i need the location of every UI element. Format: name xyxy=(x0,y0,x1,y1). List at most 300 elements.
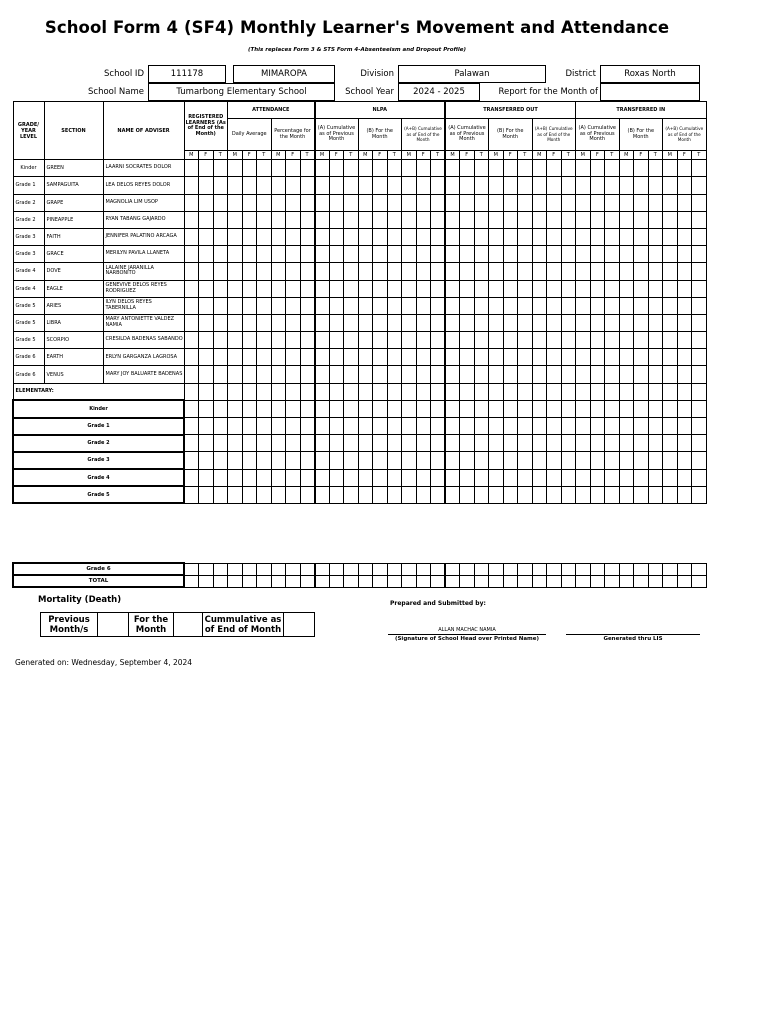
summary-cell[interactable] xyxy=(605,435,620,452)
summary-cell[interactable] xyxy=(503,418,518,435)
elementary-cell[interactable] xyxy=(228,383,243,400)
elementary-cell[interactable] xyxy=(474,383,489,400)
data-cell[interactable] xyxy=(315,228,330,245)
data-cell[interactable] xyxy=(561,228,576,245)
summary-cell[interactable] xyxy=(605,452,620,469)
data-cell[interactable] xyxy=(489,246,504,263)
data-cell[interactable] xyxy=(184,211,199,228)
summary-cell[interactable] xyxy=(532,418,547,435)
summary-cell[interactable] xyxy=(315,400,330,417)
data-cell[interactable] xyxy=(532,349,547,366)
data-cell[interactable] xyxy=(416,177,431,194)
footer-cell[interactable] xyxy=(228,563,243,575)
summary-cell[interactable] xyxy=(228,400,243,417)
footer-cell[interactable] xyxy=(576,575,591,587)
elementary-cell[interactable] xyxy=(663,383,678,400)
data-cell[interactable] xyxy=(663,349,678,366)
data-cell[interactable] xyxy=(416,332,431,349)
elementary-cell[interactable] xyxy=(590,383,605,400)
data-cell[interactable] xyxy=(605,280,620,297)
data-cell[interactable] xyxy=(648,263,663,280)
summary-cell[interactable] xyxy=(199,400,214,417)
data-cell[interactable] xyxy=(532,280,547,297)
summary-cell[interactable] xyxy=(387,400,402,417)
summary-cell[interactable] xyxy=(445,469,460,486)
data-cell[interactable] xyxy=(619,228,634,245)
data-cell[interactable] xyxy=(663,263,678,280)
data-cell[interactable] xyxy=(213,160,228,177)
summary-cell[interactable] xyxy=(242,400,257,417)
summary-cell[interactable] xyxy=(518,435,533,452)
data-cell[interactable] xyxy=(605,211,620,228)
data-cell[interactable] xyxy=(228,314,243,331)
summary-cell[interactable] xyxy=(561,486,576,503)
school-id-field[interactable]: 111178 xyxy=(148,65,226,83)
data-cell[interactable] xyxy=(199,246,214,263)
summary-cell[interactable] xyxy=(300,469,315,486)
data-cell[interactable] xyxy=(402,194,417,211)
data-cell[interactable] xyxy=(445,211,460,228)
summary-cell[interactable] xyxy=(547,469,562,486)
elementary-cell[interactable] xyxy=(199,383,214,400)
data-cell[interactable] xyxy=(373,177,388,194)
data-cell[interactable] xyxy=(228,160,243,177)
data-cell[interactable] xyxy=(576,263,591,280)
summary-cell[interactable] xyxy=(619,435,634,452)
summary-cell[interactable] xyxy=(605,418,620,435)
data-cell[interactable] xyxy=(199,349,214,366)
data-cell[interactable] xyxy=(677,211,692,228)
data-cell[interactable] xyxy=(344,263,359,280)
data-cell[interactable] xyxy=(329,177,344,194)
data-cell[interactable] xyxy=(474,349,489,366)
elementary-cell[interactable] xyxy=(605,383,620,400)
data-cell[interactable] xyxy=(576,160,591,177)
summary-cell[interactable] xyxy=(532,486,547,503)
data-cell[interactable] xyxy=(634,366,649,383)
data-cell[interactable] xyxy=(576,228,591,245)
data-cell[interactable] xyxy=(460,177,475,194)
summary-cell[interactable] xyxy=(474,452,489,469)
data-cell[interactable] xyxy=(416,211,431,228)
data-cell[interactable] xyxy=(387,280,402,297)
elementary-cell[interactable] xyxy=(561,383,576,400)
data-cell[interactable] xyxy=(648,211,663,228)
elementary-cell[interactable] xyxy=(518,383,533,400)
summary-cell[interactable] xyxy=(489,400,504,417)
data-cell[interactable] xyxy=(561,177,576,194)
data-cell[interactable] xyxy=(213,211,228,228)
summary-cell[interactable] xyxy=(416,486,431,503)
summary-cell[interactable] xyxy=(373,486,388,503)
district-field[interactable]: Roxas North xyxy=(600,65,700,83)
data-cell[interactable] xyxy=(474,177,489,194)
data-cell[interactable] xyxy=(576,297,591,314)
data-cell[interactable] xyxy=(286,263,301,280)
summary-cell[interactable] xyxy=(416,452,431,469)
data-cell[interactable] xyxy=(242,280,257,297)
data-cell[interactable] xyxy=(677,263,692,280)
data-cell[interactable] xyxy=(199,314,214,331)
summary-cell[interactable] xyxy=(387,418,402,435)
elementary-cell[interactable] xyxy=(257,383,272,400)
summary-cell[interactable] xyxy=(242,486,257,503)
summary-cell[interactable] xyxy=(590,400,605,417)
data-cell[interactable] xyxy=(373,194,388,211)
data-cell[interactable] xyxy=(373,280,388,297)
data-cell[interactable] xyxy=(402,228,417,245)
data-cell[interactable] xyxy=(242,228,257,245)
data-cell[interactable] xyxy=(387,263,402,280)
summary-cell[interactable] xyxy=(619,469,634,486)
data-cell[interactable] xyxy=(344,366,359,383)
summary-cell[interactable] xyxy=(518,418,533,435)
footer-cell[interactable] xyxy=(590,575,605,587)
data-cell[interactable] xyxy=(648,297,663,314)
data-cell[interactable] xyxy=(561,211,576,228)
data-cell[interactable] xyxy=(315,160,330,177)
data-cell[interactable] xyxy=(242,246,257,263)
data-cell[interactable] xyxy=(344,194,359,211)
data-cell[interactable] xyxy=(228,366,243,383)
data-cell[interactable] xyxy=(619,211,634,228)
elementary-cell[interactable] xyxy=(286,383,301,400)
data-cell[interactable] xyxy=(358,314,373,331)
data-cell[interactable] xyxy=(184,332,199,349)
data-cell[interactable] xyxy=(445,228,460,245)
elementary-cell[interactable] xyxy=(489,383,504,400)
data-cell[interactable] xyxy=(329,314,344,331)
summary-cell[interactable] xyxy=(663,400,678,417)
data-cell[interactable] xyxy=(213,228,228,245)
data-cell[interactable] xyxy=(489,177,504,194)
data-cell[interactable] xyxy=(329,280,344,297)
data-cell[interactable] xyxy=(228,194,243,211)
data-cell[interactable] xyxy=(474,160,489,177)
summary-cell[interactable] xyxy=(228,418,243,435)
data-cell[interactable] xyxy=(184,263,199,280)
data-cell[interactable] xyxy=(228,228,243,245)
elementary-cell[interactable] xyxy=(344,383,359,400)
footer-cell[interactable] xyxy=(199,575,214,587)
data-cell[interactable] xyxy=(445,280,460,297)
summary-cell[interactable] xyxy=(634,418,649,435)
summary-cell[interactable] xyxy=(576,486,591,503)
elementary-cell[interactable] xyxy=(184,383,199,400)
data-cell[interactable] xyxy=(489,314,504,331)
data-cell[interactable] xyxy=(257,332,272,349)
data-cell[interactable] xyxy=(387,177,402,194)
data-cell[interactable] xyxy=(257,211,272,228)
summary-cell[interactable] xyxy=(300,435,315,452)
data-cell[interactable] xyxy=(532,194,547,211)
data-cell[interactable] xyxy=(445,366,460,383)
summary-cell[interactable] xyxy=(576,435,591,452)
data-cell[interactable] xyxy=(532,297,547,314)
data-cell[interactable] xyxy=(532,211,547,228)
summary-cell[interactable] xyxy=(300,486,315,503)
data-cell[interactable] xyxy=(576,194,591,211)
data-cell[interactable] xyxy=(402,314,417,331)
data-cell[interactable] xyxy=(315,280,330,297)
data-cell[interactable] xyxy=(329,194,344,211)
data-cell[interactable] xyxy=(677,246,692,263)
data-cell[interactable] xyxy=(242,314,257,331)
summary-cell[interactable] xyxy=(532,435,547,452)
data-cell[interactable] xyxy=(373,314,388,331)
summary-cell[interactable] xyxy=(431,486,446,503)
summary-cell[interactable] xyxy=(271,418,286,435)
data-cell[interactable] xyxy=(605,349,620,366)
data-cell[interactable] xyxy=(213,177,228,194)
summary-cell[interactable] xyxy=(576,452,591,469)
data-cell[interactable] xyxy=(387,246,402,263)
data-cell[interactable] xyxy=(213,297,228,314)
data-cell[interactable] xyxy=(547,314,562,331)
data-cell[interactable] xyxy=(547,332,562,349)
data-cell[interactable] xyxy=(286,314,301,331)
data-cell[interactable] xyxy=(213,314,228,331)
summary-cell[interactable] xyxy=(228,452,243,469)
data-cell[interactable] xyxy=(561,160,576,177)
data-cell[interactable] xyxy=(344,297,359,314)
data-cell[interactable] xyxy=(605,228,620,245)
data-cell[interactable] xyxy=(300,263,315,280)
summary-cell[interactable] xyxy=(648,486,663,503)
data-cell[interactable] xyxy=(373,297,388,314)
data-cell[interactable] xyxy=(474,332,489,349)
data-cell[interactable] xyxy=(431,280,446,297)
data-cell[interactable] xyxy=(489,280,504,297)
summary-cell[interactable] xyxy=(271,469,286,486)
footer-cell[interactable] xyxy=(315,575,330,587)
data-cell[interactable] xyxy=(677,194,692,211)
summary-cell[interactable] xyxy=(634,486,649,503)
summary-cell[interactable] xyxy=(431,435,446,452)
data-cell[interactable] xyxy=(344,211,359,228)
data-cell[interactable] xyxy=(663,246,678,263)
summary-cell[interactable] xyxy=(460,435,475,452)
summary-cell[interactable] xyxy=(648,400,663,417)
summary-cell[interactable] xyxy=(228,469,243,486)
data-cell[interactable] xyxy=(242,160,257,177)
data-cell[interactable] xyxy=(677,314,692,331)
summary-cell[interactable] xyxy=(692,435,707,452)
data-cell[interactable] xyxy=(503,280,518,297)
data-cell[interactable] xyxy=(460,314,475,331)
summary-cell[interactable] xyxy=(315,418,330,435)
data-cell[interactable] xyxy=(692,228,707,245)
summary-cell[interactable] xyxy=(242,435,257,452)
data-cell[interactable] xyxy=(474,211,489,228)
summary-cell[interactable] xyxy=(532,400,547,417)
data-cell[interactable] xyxy=(199,211,214,228)
data-cell[interactable] xyxy=(271,366,286,383)
data-cell[interactable] xyxy=(358,366,373,383)
summary-cell[interactable] xyxy=(344,400,359,417)
data-cell[interactable] xyxy=(634,211,649,228)
data-cell[interactable] xyxy=(286,349,301,366)
data-cell[interactable] xyxy=(445,314,460,331)
data-cell[interactable] xyxy=(228,280,243,297)
data-cell[interactable] xyxy=(460,366,475,383)
data-cell[interactable] xyxy=(387,314,402,331)
data-cell[interactable] xyxy=(518,280,533,297)
data-cell[interactable] xyxy=(213,280,228,297)
data-cell[interactable] xyxy=(605,314,620,331)
data-cell[interactable] xyxy=(300,246,315,263)
summary-cell[interactable] xyxy=(576,418,591,435)
summary-cell[interactable] xyxy=(547,486,562,503)
data-cell[interactable] xyxy=(416,280,431,297)
footer-cell[interactable] xyxy=(286,575,301,587)
data-cell[interactable] xyxy=(489,297,504,314)
footer-cell[interactable] xyxy=(692,563,707,575)
summary-cell[interactable] xyxy=(692,452,707,469)
school-year-field[interactable]: 2024 - 2025 xyxy=(398,83,480,101)
footer-cell[interactable] xyxy=(561,575,576,587)
elementary-cell[interactable] xyxy=(677,383,692,400)
data-cell[interactable] xyxy=(358,349,373,366)
report-month-field[interactable] xyxy=(600,83,700,101)
summary-cell[interactable] xyxy=(547,400,562,417)
footer-cell[interactable] xyxy=(445,575,460,587)
data-cell[interactable] xyxy=(619,297,634,314)
data-cell[interactable] xyxy=(648,314,663,331)
data-cell[interactable] xyxy=(590,263,605,280)
data-cell[interactable] xyxy=(199,332,214,349)
data-cell[interactable] xyxy=(605,263,620,280)
data-cell[interactable] xyxy=(402,366,417,383)
summary-cell[interactable] xyxy=(213,418,228,435)
data-cell[interactable] xyxy=(489,194,504,211)
data-cell[interactable] xyxy=(561,366,576,383)
data-cell[interactable] xyxy=(619,160,634,177)
summary-cell[interactable] xyxy=(257,452,272,469)
school-name-field[interactable]: Tumarbong Elementary School xyxy=(148,83,335,101)
summary-cell[interactable] xyxy=(329,486,344,503)
footer-cell[interactable] xyxy=(532,575,547,587)
footer-cell[interactable] xyxy=(184,575,199,587)
data-cell[interactable] xyxy=(489,366,504,383)
data-cell[interactable] xyxy=(344,280,359,297)
elementary-cell[interactable] xyxy=(692,383,707,400)
summary-cell[interactable] xyxy=(242,469,257,486)
data-cell[interactable] xyxy=(474,280,489,297)
data-cell[interactable] xyxy=(547,366,562,383)
summary-cell[interactable] xyxy=(402,418,417,435)
summary-cell[interactable] xyxy=(431,469,446,486)
footer-cell[interactable] xyxy=(271,575,286,587)
data-cell[interactable] xyxy=(329,160,344,177)
summary-cell[interactable] xyxy=(634,400,649,417)
data-cell[interactable] xyxy=(213,246,228,263)
data-cell[interactable] xyxy=(431,160,446,177)
data-cell[interactable] xyxy=(648,280,663,297)
data-cell[interactable] xyxy=(634,349,649,366)
summary-cell[interactable] xyxy=(634,452,649,469)
footer-cell[interactable] xyxy=(431,575,446,587)
summary-cell[interactable] xyxy=(387,469,402,486)
data-cell[interactable] xyxy=(547,177,562,194)
data-cell[interactable] xyxy=(518,194,533,211)
data-cell[interactable] xyxy=(402,263,417,280)
data-cell[interactable] xyxy=(489,228,504,245)
data-cell[interactable] xyxy=(503,314,518,331)
data-cell[interactable] xyxy=(228,177,243,194)
data-cell[interactable] xyxy=(300,177,315,194)
summary-cell[interactable] xyxy=(677,400,692,417)
summary-cell[interactable] xyxy=(445,452,460,469)
summary-cell[interactable] xyxy=(228,435,243,452)
summary-cell[interactable] xyxy=(503,452,518,469)
data-cell[interactable] xyxy=(431,332,446,349)
summary-cell[interactable] xyxy=(663,486,678,503)
data-cell[interactable] xyxy=(431,366,446,383)
data-cell[interactable] xyxy=(271,314,286,331)
summary-cell[interactable] xyxy=(242,452,257,469)
summary-cell[interactable] xyxy=(329,435,344,452)
data-cell[interactable] xyxy=(257,280,272,297)
data-cell[interactable] xyxy=(677,280,692,297)
summary-cell[interactable] xyxy=(445,418,460,435)
data-cell[interactable] xyxy=(619,366,634,383)
data-cell[interactable] xyxy=(184,228,199,245)
elementary-cell[interactable] xyxy=(387,383,402,400)
summary-cell[interactable] xyxy=(329,469,344,486)
data-cell[interactable] xyxy=(242,211,257,228)
data-cell[interactable] xyxy=(590,246,605,263)
data-cell[interactable] xyxy=(692,160,707,177)
data-cell[interactable] xyxy=(648,228,663,245)
footer-cell[interactable] xyxy=(358,575,373,587)
data-cell[interactable] xyxy=(619,246,634,263)
summary-cell[interactable] xyxy=(503,486,518,503)
data-cell[interactable] xyxy=(431,349,446,366)
data-cell[interactable] xyxy=(242,297,257,314)
summary-cell[interactable] xyxy=(184,435,199,452)
data-cell[interactable] xyxy=(576,366,591,383)
data-cell[interactable] xyxy=(329,246,344,263)
summary-cell[interactable] xyxy=(358,400,373,417)
data-cell[interactable] xyxy=(503,246,518,263)
data-cell[interactable] xyxy=(474,246,489,263)
data-cell[interactable] xyxy=(402,280,417,297)
data-cell[interactable] xyxy=(431,314,446,331)
elementary-cell[interactable] xyxy=(460,383,475,400)
data-cell[interactable] xyxy=(648,349,663,366)
footer-cell[interactable] xyxy=(503,563,518,575)
data-cell[interactable] xyxy=(286,332,301,349)
data-cell[interactable] xyxy=(387,228,402,245)
summary-cell[interactable] xyxy=(489,452,504,469)
elementary-cell[interactable] xyxy=(431,383,446,400)
summary-cell[interactable] xyxy=(358,469,373,486)
data-cell[interactable] xyxy=(590,160,605,177)
data-cell[interactable] xyxy=(605,366,620,383)
data-cell[interactable] xyxy=(532,177,547,194)
data-cell[interactable] xyxy=(518,332,533,349)
data-cell[interactable] xyxy=(663,366,678,383)
footer-cell[interactable] xyxy=(300,563,315,575)
summary-cell[interactable] xyxy=(460,400,475,417)
data-cell[interactable] xyxy=(213,366,228,383)
data-cell[interactable] xyxy=(532,332,547,349)
summary-cell[interactable] xyxy=(184,418,199,435)
summary-cell[interactable] xyxy=(416,435,431,452)
data-cell[interactable] xyxy=(445,263,460,280)
summary-cell[interactable] xyxy=(286,486,301,503)
